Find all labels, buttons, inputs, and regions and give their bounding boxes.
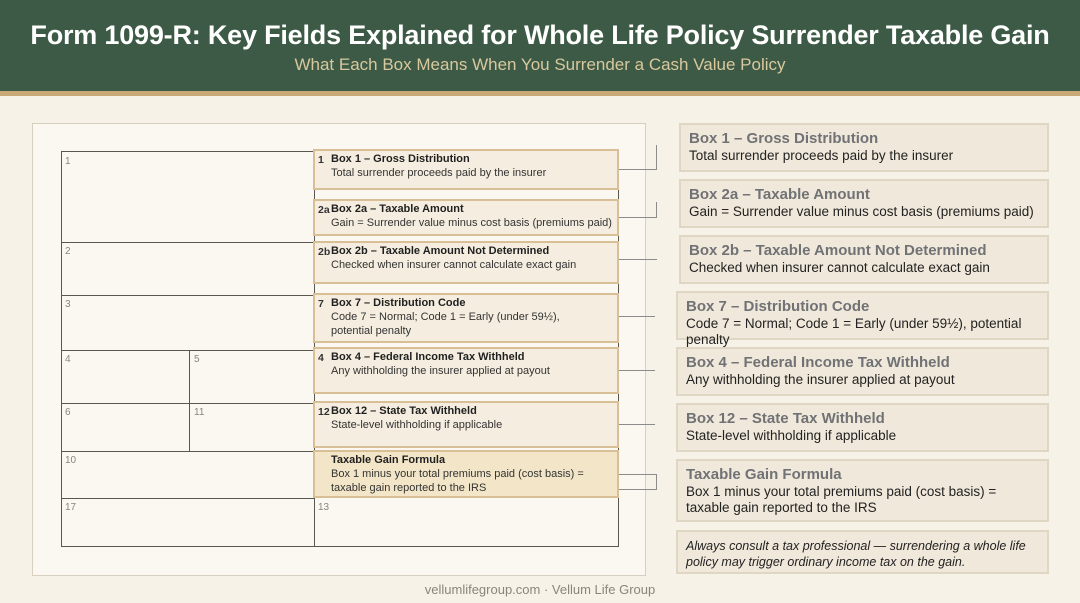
callout-title: Box 2a – Taxable Amount	[689, 186, 870, 203]
connector-line	[619, 424, 655, 425]
field-description: State-level withholding if applicable	[331, 419, 503, 431]
table-row-line	[61, 242, 315, 243]
cell-number: 13	[318, 502, 330, 513]
callout-title: Box 4 – Federal Income Tax Withheld	[686, 354, 950, 371]
table-row-line	[61, 295, 315, 296]
field-title: Box 2a – Taxable Amount	[331, 203, 464, 215]
callout-description: Checked when insurer cannot calculate exact gain	[689, 260, 990, 275]
tax-professional-tip: Always consult a tax professional — surrendering a whole life policy may trigger ordinary income tax on the gain.	[676, 530, 1049, 574]
field-title: Box 7 – Distribution Code	[331, 297, 466, 309]
callout-title: Taxable Gain Formula	[686, 466, 842, 483]
table-row-line	[61, 403, 315, 404]
field-box-2b	[313, 241, 619, 284]
field-taxable-gain-formula	[313, 450, 619, 498]
callout-taxable-gain-formula	[676, 459, 1049, 522]
field-description: Box 1 minus your total premiums paid (cost basis) = taxable gain reported to the IRS	[331, 468, 584, 494]
page-title: Form 1099-R: Key Fields Explained for Whole Life Policy Surrender Taxable Gain	[30, 20, 1050, 50]
cell-number: 10	[65, 455, 77, 466]
table-row-line	[61, 451, 315, 452]
callout-title: Box 7 – Distribution Code	[686, 298, 870, 315]
field-number: 12	[318, 406, 330, 418]
callout-box-7	[676, 291, 1049, 347]
connector-line	[619, 259, 657, 260]
callout-title: Box 1 – Gross Distribution	[689, 130, 879, 147]
table-border-bottom	[61, 546, 619, 547]
connector-line	[619, 202, 657, 218]
field-description: Code 7 = Normal; Code 1 = Early (under 59½), potential penalty	[331, 311, 560, 337]
field-number: 7	[318, 298, 324, 310]
field-box-7	[313, 293, 619, 343]
callout-description: Box 1 minus your total premiums paid (cost basis) = taxable gain reported to the IRS	[686, 484, 997, 515]
page-subtitle: What Each Box Means When You Surrender a Cash Value Policy	[294, 55, 786, 74]
field-title: Taxable Gain Formula	[331, 454, 446, 466]
callout-box-4	[676, 347, 1049, 396]
callout-box-12	[676, 403, 1049, 452]
field-box-1	[313, 149, 619, 190]
cell-number: 1	[65, 156, 71, 167]
field-number: 4	[318, 352, 324, 364]
cell-number: 5	[194, 354, 200, 365]
field-box-2a	[313, 199, 619, 236]
callout-box-2b	[679, 235, 1049, 284]
field-box-4	[313, 347, 619, 394]
field-title: Box 2b – Taxable Amount Not Determined	[331, 245, 550, 257]
table-border-left	[61, 151, 62, 547]
connector-line	[619, 145, 657, 170]
cell-number: 4	[65, 354, 71, 365]
field-description: Any withholding the insurer applied at payout	[331, 365, 550, 377]
field-description: Gain = Surrender value minus cost basis (premiums paid)	[331, 217, 612, 229]
field-number: 1	[318, 154, 324, 166]
field-title: Box 12 – State Tax Withheld	[331, 405, 477, 417]
cell-number: 11	[194, 407, 205, 418]
field-description: Checked when insurer cannot calculate exact gain	[331, 259, 577, 271]
cell-number: 3	[65, 299, 71, 310]
field-number: 2b	[318, 246, 331, 258]
field-title: Box 1 – Gross Distribution	[331, 153, 470, 165]
field-description: Total surrender proceeds paid by the insurer	[331, 167, 547, 179]
field-box-12	[313, 401, 619, 448]
callout-description: Total surrender proceeds paid by the insurer	[689, 148, 954, 163]
callout-description: Code 7 = Normal; Code 1 = Early (under 59½), potential penalty	[686, 316, 1022, 347]
cell-number: 17	[65, 502, 77, 513]
callout-title: Box 2b – Taxable Amount Not Determined	[689, 242, 987, 259]
cell-number: 2	[65, 246, 71, 257]
callout-title: Box 12 – State Tax Withheld	[686, 410, 885, 427]
table-row-line	[61, 350, 315, 351]
field-title: Box 4 – Federal Income Tax Withheld	[331, 351, 525, 363]
header-banner	[0, 0, 1080, 96]
connector-line	[619, 370, 655, 371]
table-divider-small	[189, 350, 190, 452]
callout-box-1	[679, 123, 1049, 172]
table-row-line	[61, 498, 315, 499]
cell-number: 6	[65, 407, 71, 418]
callout-description: State-level withholding if applicable	[686, 428, 897, 443]
connector-line	[619, 474, 657, 490]
callout-description: Gain = Surrender value minus cost basis (premiums paid)	[689, 204, 1034, 219]
connector-line	[619, 316, 655, 317]
footer-credit: vellumlifegroup.com · Vellum Life Group	[424, 582, 656, 597]
callout-description: Any withholding the insurer applied at payout	[686, 372, 955, 387]
callout-box-2a	[679, 179, 1049, 228]
field-number: 2a	[318, 204, 330, 216]
